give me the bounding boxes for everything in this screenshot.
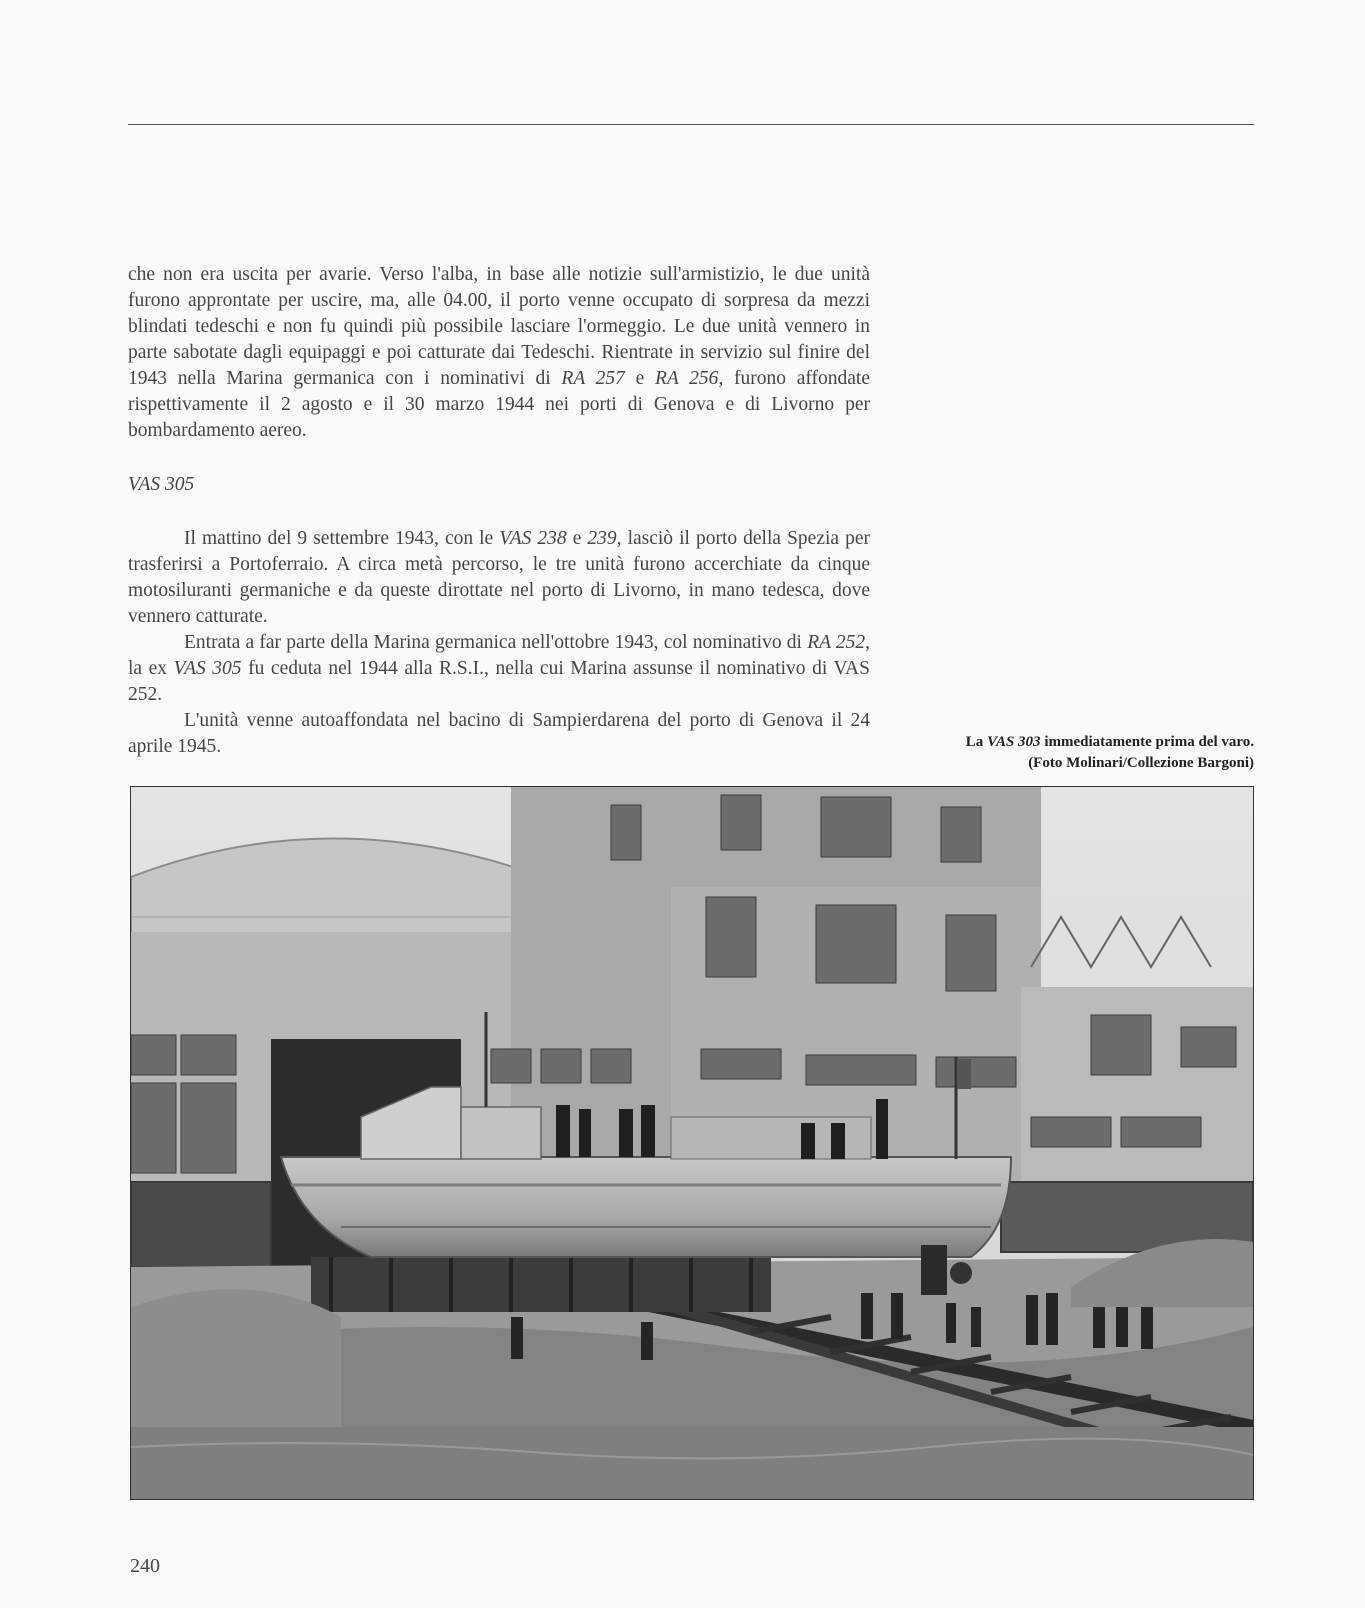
caption-vessel: VAS 303 [987,734,1041,750]
photo-vas-303-launch [130,786,1254,1500]
text-run: e [566,528,588,549]
caption-credit: (Foto Molinari/Collezione Bargoni) [1028,755,1254,771]
italic-run: RA 252, [807,632,870,653]
caption-line-1 [880,732,1254,753]
caption-text: immediatamente prima del varo. [1040,734,1254,750]
caption-text: La [965,734,988,750]
text-run: fu ceduta nel 1944 alla R.S.I., nella cui Marina assunse il nominativo di VAS 252. [128,658,870,705]
text-run: che non era uscita per avarie. Verso l'alba, in base alle notizie sull'armistizio, le due unità furono approntate per uscire, ma, alle 04.00, il porto venne occupato di sorpresa da mezzi blindati tedeschi e non fu quindi più possibile lasciare l'ormeggio. Le due unità vennero in parte sabotate dagli equipaggi e poi catturate dai Tedeschi. Rientrate in servizio sul finire del 1943 nella Marina germanica con i nominativi di [128,264,870,389]
paragraph-1 [128,262,870,444]
header-rule [128,124,1254,125]
paragraph-2 [128,526,870,630]
text-run: la ex [128,658,174,679]
italic-run: VAS 238 [499,528,567,549]
paragraph-3 [128,630,870,708]
italic-run: VAS 305 [173,658,242,679]
text-run: Il mattino del 9 settembre 1943, con le [184,528,500,549]
italic-run: RA 257 [561,368,625,389]
photo-illustration [131,787,1253,1499]
section-heading: VAS 305 [128,474,195,495]
page-number: 240 [130,1555,160,1577]
text-run: e [624,368,655,389]
italic-run: RA 256, [654,368,724,389]
text-run: furono affondate rispettivamente il 2 agosto e il 30 marzo 1944 nei porti di Genova e di Livorno per bombardamento aereo. [128,368,871,441]
text-run: Entrata a far parte della Marina germanica nell'ottobre 1943, col nominativo di [184,632,808,653]
article-body [128,262,870,760]
photo-caption [880,732,1254,774]
text-run: lasciò il porto della Spezia per trasferirsi a Portoferraio. A circa metà percorso, le tre unità furono accerchiate da cinque motosiluranti germaniche e da queste dirottate nel porto di Livorno, in mano tedesca, dove vennero catturate. [128,528,870,627]
italic-run: 239, [587,528,622,549]
paragraph-4: L'unità venne autoaffondata nel bacino di Sampierdarena del porto di Genova il 24 aprile 1945. [128,710,870,757]
